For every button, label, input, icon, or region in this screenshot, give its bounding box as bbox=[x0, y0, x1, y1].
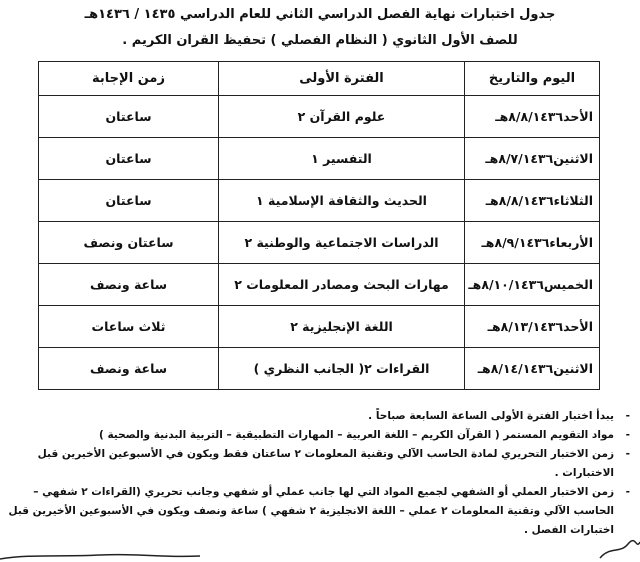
table-row bbox=[39, 222, 600, 264]
cell-subject: التفسير ١ bbox=[219, 138, 465, 180]
cell-duration: ساعة ونصف bbox=[39, 264, 219, 306]
cell-subject: اللغة الإنجليزية ٢ bbox=[219, 306, 465, 348]
table-row bbox=[39, 138, 600, 180]
signature-scribble bbox=[0, 532, 640, 562]
cell-subject: الحديث والثقافة الإسلامية ١ bbox=[219, 180, 465, 222]
header-date: اليوم والتاريخ bbox=[465, 62, 600, 96]
cell-duration: ساعتان ونصف bbox=[39, 222, 219, 264]
table-row bbox=[39, 180, 600, 222]
cell-date: الأحد٨/١٣/١٤٣٦هـ bbox=[465, 306, 600, 348]
page-title: جدول اختبارات نهاية الفصل الدراسي الثاني للعام الدراسي ١٤٣٥ / ١٤٣٦هـ bbox=[84, 7, 556, 22]
note-item bbox=[5, 445, 630, 483]
exam-schedule-table bbox=[38, 61, 600, 390]
header-subject: الفترة الأولى bbox=[219, 62, 465, 96]
cell-duration: ساعتان bbox=[39, 180, 219, 222]
note-bullet: - bbox=[625, 429, 630, 441]
cell-subject: الدراسات الاجتماعية والوطنية ٢ bbox=[219, 222, 465, 264]
cell-date: الأربعاء٨/٩/١٤٣٦هـ bbox=[465, 222, 600, 264]
cell-date: الاثنين٨/٧/١٤٣٦هـ bbox=[465, 138, 600, 180]
note-bullet: - bbox=[625, 410, 630, 422]
header-duration: زمن الإجابة bbox=[39, 62, 219, 96]
table-row bbox=[39, 306, 600, 348]
note-item bbox=[5, 426, 630, 445]
cell-duration: ساعتان bbox=[39, 96, 219, 138]
cell-duration: ثلاث ساعات bbox=[39, 306, 219, 348]
table-header-row bbox=[39, 62, 600, 96]
table-row bbox=[39, 348, 600, 390]
cell-date: الثلاثاء٨/٨/١٤٣٦هـ bbox=[465, 180, 600, 222]
note-bullet: - bbox=[625, 448, 630, 460]
note-text: مواد التقويم المستمر ( القرآن الكريم – اللغة العربية – المهارات التطبيقية – التربية البدنية والصحية ) bbox=[98, 429, 614, 441]
notes-list bbox=[5, 407, 630, 540]
cell-duration: ساعتان bbox=[39, 138, 219, 180]
cell-date: الخميس٨/١٠/١٤٣٦هـ bbox=[465, 264, 600, 306]
note-bullet: - bbox=[625, 486, 630, 498]
note-item bbox=[5, 407, 630, 426]
cell-date: الاثنين٨/١٤/١٤٣٦هـ bbox=[465, 348, 600, 390]
note-text: يبدأ اختبار الفترة الأولى الساعة السابعة صباحاً . bbox=[368, 410, 614, 422]
note-text: زمن الاختبار العملي أو الشفهي لجميع المواد التي لها جانب عملي أو شفهي وجانب تحريري (القراءات ٢ شفهي – الحاسب الآلي وتقنية المعلومات ٢ عملي – اللغة الانجليزية ٢ شفهي ) ساعة ونصف ويكون في الأسبوعين الأخيرين قبل اختبارات الفصل . bbox=[8, 486, 614, 536]
cell-subject: علوم القرآن ٢ bbox=[219, 96, 465, 138]
cell-subject: مهارات البحث ومصادر المعلومات ٢ bbox=[219, 264, 465, 306]
cell-subject: القراءات ٢( الجانب النظري ) bbox=[219, 348, 465, 390]
note-text: زمن الاختبار التحريري لمادة الحاسب الآلي وتقنية المعلومات ٢ ساعتان فقط ويكون في الأسبوعين الأخيرين قبل الاختبارات . bbox=[37, 448, 614, 479]
page-subtitle: للصف الأول الثانوي ( النظام الفصلي ) تحفيظ القران الكريم . bbox=[122, 33, 518, 48]
table-row bbox=[39, 96, 600, 138]
cell-date: الأحد٨/٨/١٤٣٦هـ bbox=[465, 96, 600, 138]
table-row bbox=[39, 264, 600, 306]
cell-duration: ساعة ونصف bbox=[39, 348, 219, 390]
